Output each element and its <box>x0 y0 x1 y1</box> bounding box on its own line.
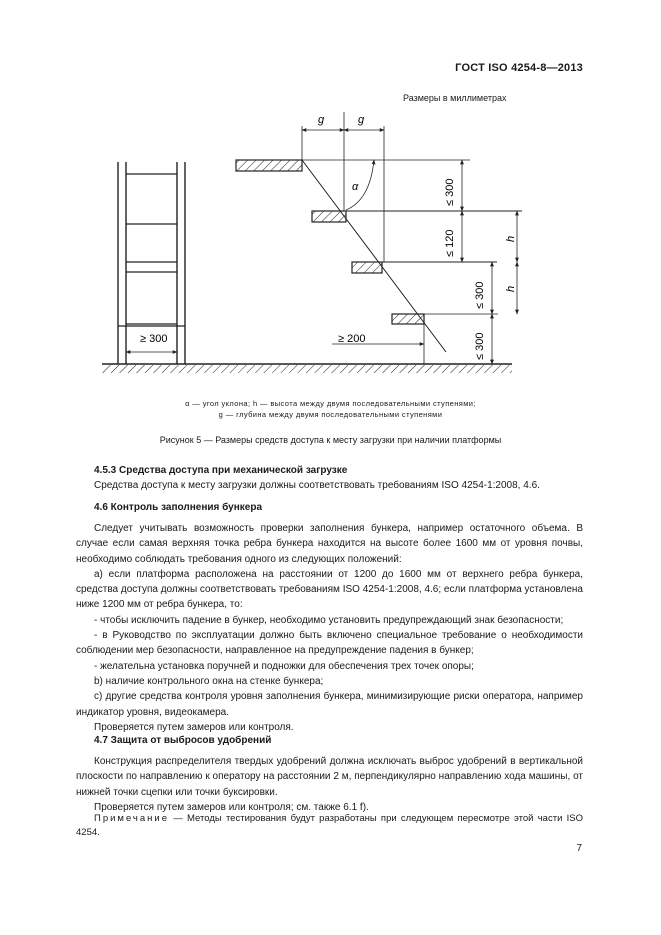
slope-geometry <box>302 112 446 364</box>
check-4-7: Проверяется путем замеров или контроля; см. также 6.1 f). <box>94 801 369 813</box>
section-4-7 <box>76 733 583 748</box>
label-h-1: h <box>505 235 517 242</box>
standard-designation: ГОСТ ISO 4254-8—2013 <box>455 62 583 74</box>
check-4-6: Проверяется путем замеров или контроля. <box>94 721 294 733</box>
dash-item-2: - в Руководство по эксплуатации должно быть включено специальное требование о необходимости соблюдении мер безопасности, направленное на предупреждение падения в бункер; <box>76 630 583 657</box>
section-4-7-body <box>76 754 583 815</box>
figure-legend-line-2: g — глубина между двумя последовательными ступенями <box>218 410 443 419</box>
dash-item-3: - желательна установка поручней и подножки для обеспечения трех точек опоры; <box>94 660 474 672</box>
label-le300-top: ≤ 300 <box>444 178 456 206</box>
label-le300-mid: ≤ 300 <box>474 281 486 309</box>
label-le300-bottom: ≤ 300 <box>474 332 486 360</box>
figure-caption: Рисунок 5 — Размеры средств доступа к месту загрузки при наличии платформы <box>159 435 502 445</box>
note <box>76 812 583 840</box>
heading-4-5-3: 4.5.3 Средства доступа при механической загрузке <box>94 465 348 476</box>
section-4-6-body <box>76 521 583 735</box>
note-text: — Методы тестирования будут разработаны при следующем пересмотре этой части ISO 4254. <box>76 813 583 838</box>
label-h-2: h <box>505 285 517 292</box>
figure-5-drawing <box>0 0 661 400</box>
paragraph-4-5-3: Средства доступа к месту загрузки должны соответствовать требованиям ISO 4254-1:2008, 4.6. <box>94 480 540 492</box>
page-number: 7 <box>576 843 582 854</box>
label-ge200: ≥ 200 <box>338 333 366 345</box>
dimensions-note: Размеры в миллиметрах <box>403 93 507 103</box>
figure-legend-line-1: α — угол уклона; h — высота между двумя последовательными ступенями; <box>185 399 476 408</box>
item-c: c) другие средства контроля уровня заполнения бункера, минимизирующие риски оператора, например индикатор уровня, видеокамера. <box>76 691 583 718</box>
label-g-2: g <box>358 114 365 126</box>
note-label: Примечание <box>94 813 169 824</box>
label-le120: ≤ 120 <box>444 229 456 257</box>
heading-4-6: 4.6 Контроль заполнения бункера <box>94 502 263 513</box>
label-ge300: ≥ 300 <box>140 333 168 345</box>
dash-item-1: - чтобы исключить падение в бункер, необходимо установить предупреждающий знак безопасности; <box>94 614 564 626</box>
section-4-6 <box>76 500 583 515</box>
section-4-5-3 <box>76 463 583 494</box>
heading-4-7: 4.7 Защита от выбросов удобрений <box>94 735 272 746</box>
paragraph-4-7: Конструкция распределителя твердых удобрений должна исключать выброс удобрений в вертикальной плоскости по направлению к оператору на расстоянии 2 м, перпендикулярно направлению хода машины, от нижней точки сцепки или точки буксировки. <box>76 756 583 798</box>
label-alpha: α <box>352 181 359 193</box>
label-g-1: g <box>318 114 325 126</box>
ground-line <box>102 364 512 373</box>
item-b: b) наличие контрольного окна на стенке бункера; <box>94 675 324 687</box>
paragraph-4-6-intro: Следует учитывать возможность проверки заполнения бункера, например остаточного объема. В случае если самая верхняя точка ребра бункера находится на высоте более 1600 мм от уровня почвы, необходимо соблюдать требования одного из следующих положений: <box>76 523 583 565</box>
item-a: а) если платформа расположена на расстоянии от 1200 до 1600 мм от верхнего ребра бункера, средства доступа должны соответствовать требованиям ISO 4254-1:2008, 4.6; если платформа установлена ниже 1200 мм от ребра бункера, то: <box>76 568 583 611</box>
